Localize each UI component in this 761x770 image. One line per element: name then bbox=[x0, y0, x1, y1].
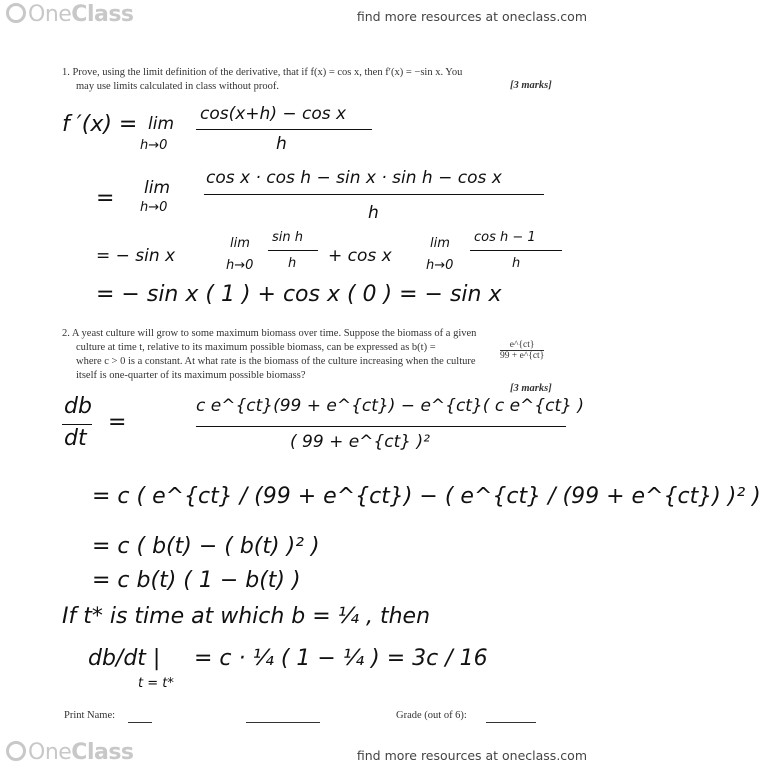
q1-work-line3-lim2: lim bbox=[430, 236, 450, 251]
q2-work-line3: = c ( b(t) − ( b(t) )² ) bbox=[92, 534, 320, 559]
oneclass-mark-icon bbox=[6, 741, 26, 761]
q1-work-line2-lim: lim bbox=[144, 178, 171, 198]
q2-work-line6-sub: t = t* bbox=[138, 676, 174, 691]
q1-work-lim-sub: h→0 bbox=[140, 138, 168, 153]
q1-work-lim: lim bbox=[148, 114, 175, 134]
q2-text-line2: culture at time t, relative to its maximum possible biomass, can be expressed as b(t) = bbox=[76, 342, 436, 353]
q1-work-line3-den1: h bbox=[288, 256, 297, 271]
q1-work-line4: = − sin x ( 1 ) + cos x ( 0 ) = − sin x bbox=[96, 282, 502, 307]
q1-work-line2-sub: h→0 bbox=[140, 200, 168, 215]
q1-work-num: cos(x+h) − cos x bbox=[200, 104, 347, 124]
q1-work-line2-bar bbox=[204, 194, 544, 195]
grade-label: Grade (out of 6): bbox=[396, 710, 467, 721]
q1-work-line3-sub2: h→0 bbox=[426, 258, 454, 273]
print-name-blank[interactable] bbox=[246, 722, 320, 723]
q1-work-line3-num2: cos h − 1 bbox=[474, 230, 536, 245]
q2-work-line2: = c ( e^{ct} / (99 + e^{ct}) − ( e^{ct} / (99 + e^{ct}) )² ) bbox=[92, 484, 761, 509]
q1-work-fraction-bar bbox=[196, 129, 372, 130]
q1-work-line3-sub1: h→0 bbox=[226, 258, 254, 273]
q2-work-line1-bar bbox=[196, 426, 566, 427]
resources-link-top[interactable]: find more resources at oneclass.com bbox=[356, 9, 587, 24]
q1-work-line2-den: h bbox=[368, 203, 379, 223]
q2-work-lhs-num: db bbox=[64, 394, 92, 419]
q2-fraction-numerator: e^{ct} bbox=[500, 340, 544, 351]
q1-work-line3-b: + cos x bbox=[328, 246, 392, 266]
grade-blank[interactable] bbox=[486, 722, 536, 723]
q2-work-line6-rhs: = c · ¼ ( 1 − ¼ ) = 3c / 16 bbox=[194, 646, 488, 671]
oneclass-logo-bottom: OneClass bbox=[6, 740, 134, 765]
q2-text-line1: 2. A yeast culture will grow to some maximum biomass over time. Suppose the biomass of a given bbox=[62, 328, 477, 339]
oneclass-logo-top: OneClass bbox=[6, 2, 134, 27]
q1-work-line3-bar1 bbox=[268, 250, 318, 251]
q1-text-line2: may use limits calculated in class without proof. bbox=[76, 81, 279, 92]
resources-link-bottom[interactable]: find more resources at oneclass.com bbox=[356, 748, 587, 763]
q2-text-line3: where c > 0 is a constant. At what rate is the biomass of the culture increasing when the culture bbox=[76, 356, 476, 367]
q2-work-line1-num: c e^{ct}(99 + e^{ct}) − e^{ct}( c e^{ct} ) bbox=[196, 396, 584, 416]
q2-work-line4: = c b(t) ( 1 − b(t) ) bbox=[92, 568, 301, 593]
q1-marks: [3 marks] bbox=[510, 80, 552, 91]
q2-work-line1-den: ( 99 + e^{ct} )² bbox=[290, 432, 430, 452]
q2-text-line4: itself is one-quarter of its maximum possible biomass? bbox=[76, 370, 306, 381]
q2-fraction-denominator: 99 + e^{ct} bbox=[500, 351, 545, 361]
q2-work-line1-eq: = bbox=[108, 410, 127, 435]
q2-biomass-fraction bbox=[500, 340, 544, 361]
oneclass-mark-icon bbox=[6, 3, 26, 23]
q1-work-line2-num: cos x · cos h − sin x · sin h − cos x bbox=[206, 168, 502, 188]
q1-work-den: h bbox=[276, 134, 287, 154]
q1-work-line3-den2: h bbox=[512, 256, 521, 271]
q1-work-line3-lim1: lim bbox=[230, 236, 250, 251]
print-name-label: Print Name: bbox=[64, 710, 116, 721]
q1-work-lhs: f ′(x) = bbox=[62, 112, 138, 137]
q2-work-line5: If t* is time at which b = ¼ , then bbox=[62, 604, 431, 629]
q1-text-line1: 1. Prove, using the limit definition of the derivative, that if f(x) = cos x, then f′(x) = −sin x. You bbox=[62, 67, 463, 78]
q2-work-lhs-den: dt bbox=[64, 426, 87, 451]
q1-work-line3-num1: sin h bbox=[272, 230, 303, 245]
q2-work-lhs-bar bbox=[62, 424, 92, 425]
q1-work-line2-eq: = bbox=[96, 186, 115, 211]
q1-work-line3-bar2 bbox=[470, 250, 562, 251]
print-name-blank-short[interactable] bbox=[128, 722, 152, 723]
q2-work-line6-lhs: db/dt | bbox=[88, 646, 161, 671]
q1-work-line3-a: = − sin x bbox=[96, 246, 176, 266]
q2-marks: [3 marks] bbox=[510, 383, 552, 394]
